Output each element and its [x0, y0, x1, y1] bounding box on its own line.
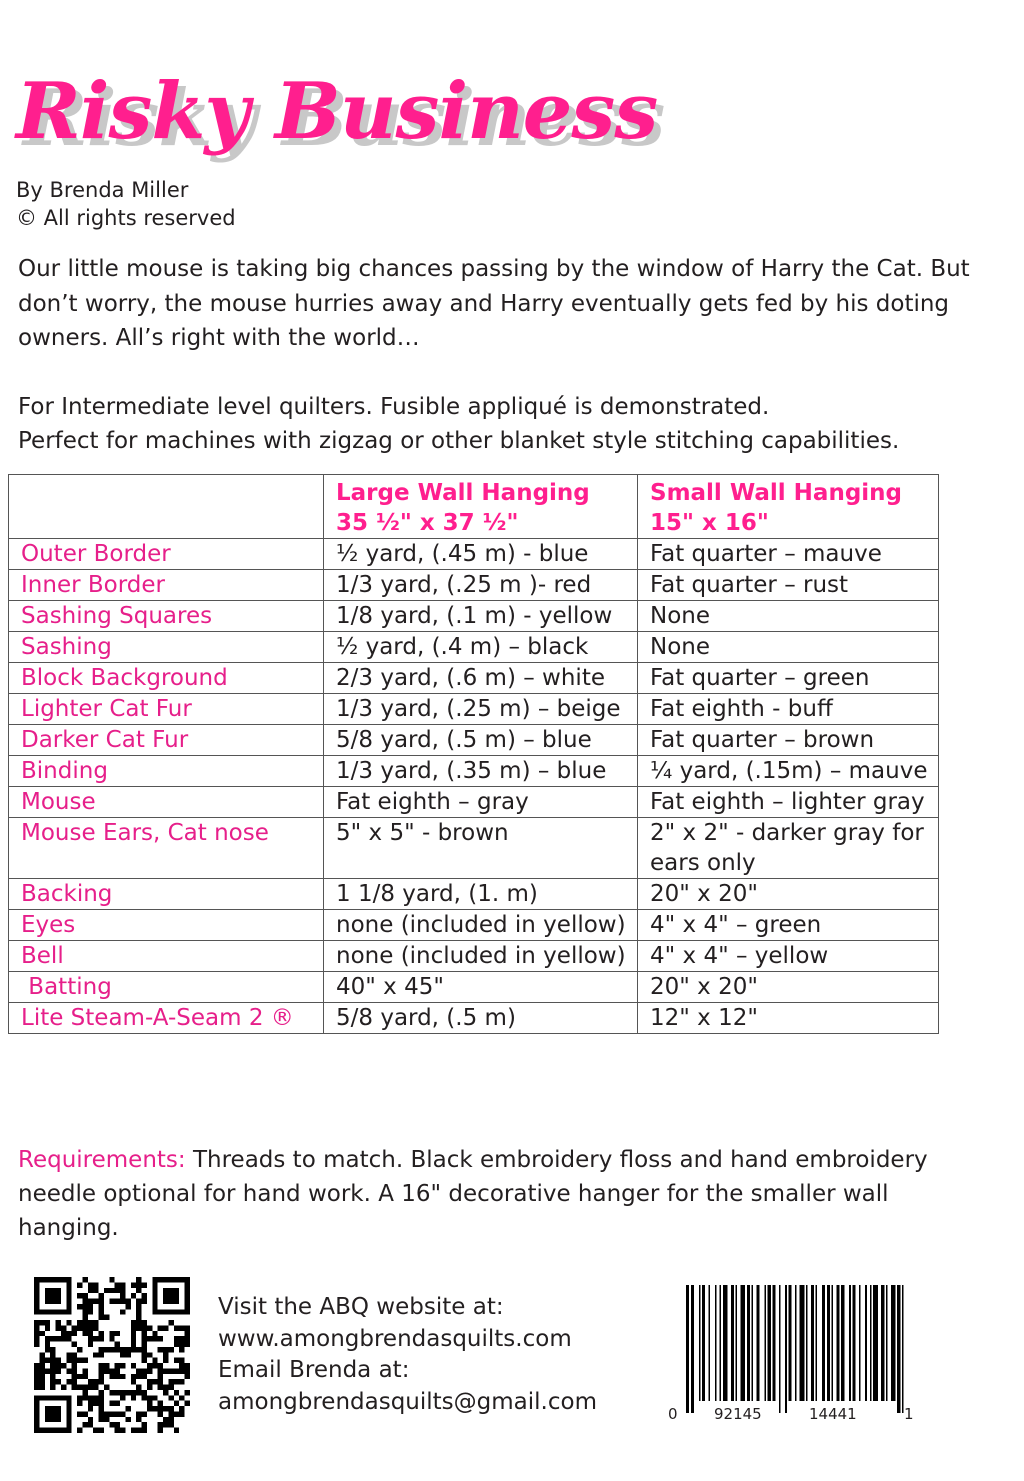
website-link[interactable]: www.amongbrendasquilts.com	[218, 1325, 572, 1352]
table-row	[9, 725, 939, 756]
large-quantity: 1/3 yard, (.35 m) – blue	[324, 756, 638, 787]
material-name: Outer Border	[9, 539, 324, 570]
large-quantity: 5" x 5" - brown	[324, 818, 638, 879]
small-quantity: None	[638, 632, 939, 663]
machine-line: Perfect for machines with zigzag or other blanket style stitching capabilities.	[18, 428, 900, 454]
table-row	[9, 570, 939, 601]
material-name: Eyes	[9, 910, 324, 941]
small-quantity: Fat eighth – lighter gray	[638, 787, 939, 818]
small-quantity: ¼ yard, (.15m) – mauve	[638, 756, 939, 787]
intro-text	[18, 252, 978, 459]
barcode	[664, 1281, 924, 1431]
requirements-body: Threads to match. Black embroidery floss and hand embroidery needle optional for hand work. A 16" decorative hanger for the smaller wall hanging.	[18, 1147, 928, 1241]
header-blank	[9, 475, 324, 539]
small-quantity: 20" x 20"	[638, 879, 939, 910]
large-quantity: ½ yard, (.4 m) – black	[324, 632, 638, 663]
large-quantity: 40" x 45"	[324, 972, 638, 1003]
small-quantity: Fat quarter – green	[638, 663, 939, 694]
requirements-label: Requirements:	[18, 1147, 186, 1173]
material-name: Block Background	[9, 663, 324, 694]
large-quantity: 5/8 yard, (.5 m)	[324, 1003, 638, 1034]
small-quantity: 2" x 2" - darker gray for ears only	[638, 818, 939, 879]
table-row	[9, 787, 939, 818]
material-name: Darker Cat Fur	[9, 725, 324, 756]
table-row	[9, 694, 939, 725]
qr-code	[34, 1277, 190, 1433]
small-quantity: Fat quarter – rust	[638, 570, 939, 601]
large-quantity: none (included in yellow)	[324, 941, 638, 972]
pattern-title: Risky Business	[16, 66, 658, 157]
small-quantity: 4" x 4" – yellow	[638, 941, 939, 972]
large-quantity: none (included in yellow)	[324, 910, 638, 941]
table-row	[9, 941, 939, 972]
barcode-digit-right: 1	[904, 1405, 914, 1423]
material-name: Sashing Squares	[9, 601, 324, 632]
material-name: Mouse	[9, 787, 324, 818]
website-intro: Visit the ABQ website at:	[218, 1294, 504, 1320]
table-row	[9, 818, 939, 879]
table-row	[9, 972, 939, 1003]
requirements-text	[18, 1143, 978, 1245]
small-quantity: 20" x 20"	[638, 972, 939, 1003]
email-intro: Email Brenda at:	[218, 1357, 410, 1383]
contact-block	[218, 1292, 597, 1418]
small-quantity: Fat quarter – brown	[638, 725, 939, 756]
skill-level-line: For Intermediate level quilters. Fusible appliqué is demonstrated.	[18, 393, 770, 420]
material-name: Mouse Ears, Cat nose	[9, 818, 324, 879]
material-name: Backing	[9, 879, 324, 910]
small-quantity: 12" x 12"	[638, 1003, 939, 1034]
barcode-digit-left: 0	[668, 1405, 678, 1423]
story-paragraph: Our little mouse is taking big chances passing by the window of Harry the Cat. But don’t worry, the mouse hurries away and Harry eventually gets fed by his doting owners. All’s right with the world…	[18, 256, 970, 351]
table-row	[9, 1003, 939, 1034]
table-header-row	[9, 475, 939, 539]
small-quantity: 4" x 4" – green	[638, 910, 939, 941]
author-line: By Brenda Miller	[16, 178, 189, 202]
table-row	[9, 910, 939, 941]
table-row	[9, 756, 939, 787]
header-large-wall-hanging: Large Wall Hanging 35 ½" x 37 ½"	[324, 475, 638, 539]
material-name: Inner Border	[9, 570, 324, 601]
large-quantity: Fat eighth – gray	[324, 787, 638, 818]
table-row	[9, 539, 939, 570]
materials-table	[8, 474, 939, 1034]
table-row	[9, 601, 939, 632]
material-name: Lite Steam-A-Seam 2 ®	[9, 1003, 324, 1034]
material-name: Batting	[9, 972, 324, 1003]
large-quantity: 1/3 yard, (.25 m) – beige	[324, 694, 638, 725]
barcode-group-2: 14441	[809, 1405, 857, 1423]
material-name: Sashing	[9, 632, 324, 663]
email-link[interactable]: amongbrendasquilts@gmail.com	[218, 1388, 597, 1415]
small-quantity: Fat quarter – mauve	[638, 539, 939, 570]
rights-line: © All rights reserved	[16, 206, 236, 230]
large-quantity: 2/3 yard, (.6 m) – white	[324, 663, 638, 694]
table-row	[9, 879, 939, 910]
small-quantity: None	[638, 601, 939, 632]
table-row	[9, 663, 939, 694]
material-name: Binding	[9, 756, 324, 787]
large-quantity: 1 1/8 yard, (1. m)	[324, 879, 638, 910]
material-name: Lighter Cat Fur	[9, 694, 324, 725]
large-quantity: 5/8 yard, (.5 m) – blue	[324, 725, 638, 756]
large-quantity: ½ yard, (.45 m) - blue	[324, 539, 638, 570]
header-small-wall-hanging: Small Wall Hanging 15" x 16"	[638, 475, 939, 539]
table-row	[9, 632, 939, 663]
small-quantity: Fat eighth - buff	[638, 694, 939, 725]
byline	[16, 176, 236, 232]
large-quantity: 1/8 yard, (.1 m) - yellow	[324, 601, 638, 632]
large-quantity: 1/3 yard, (.25 m )- red	[324, 570, 638, 601]
barcode-group-1: 92145	[714, 1405, 762, 1423]
material-name: Bell	[9, 941, 324, 972]
